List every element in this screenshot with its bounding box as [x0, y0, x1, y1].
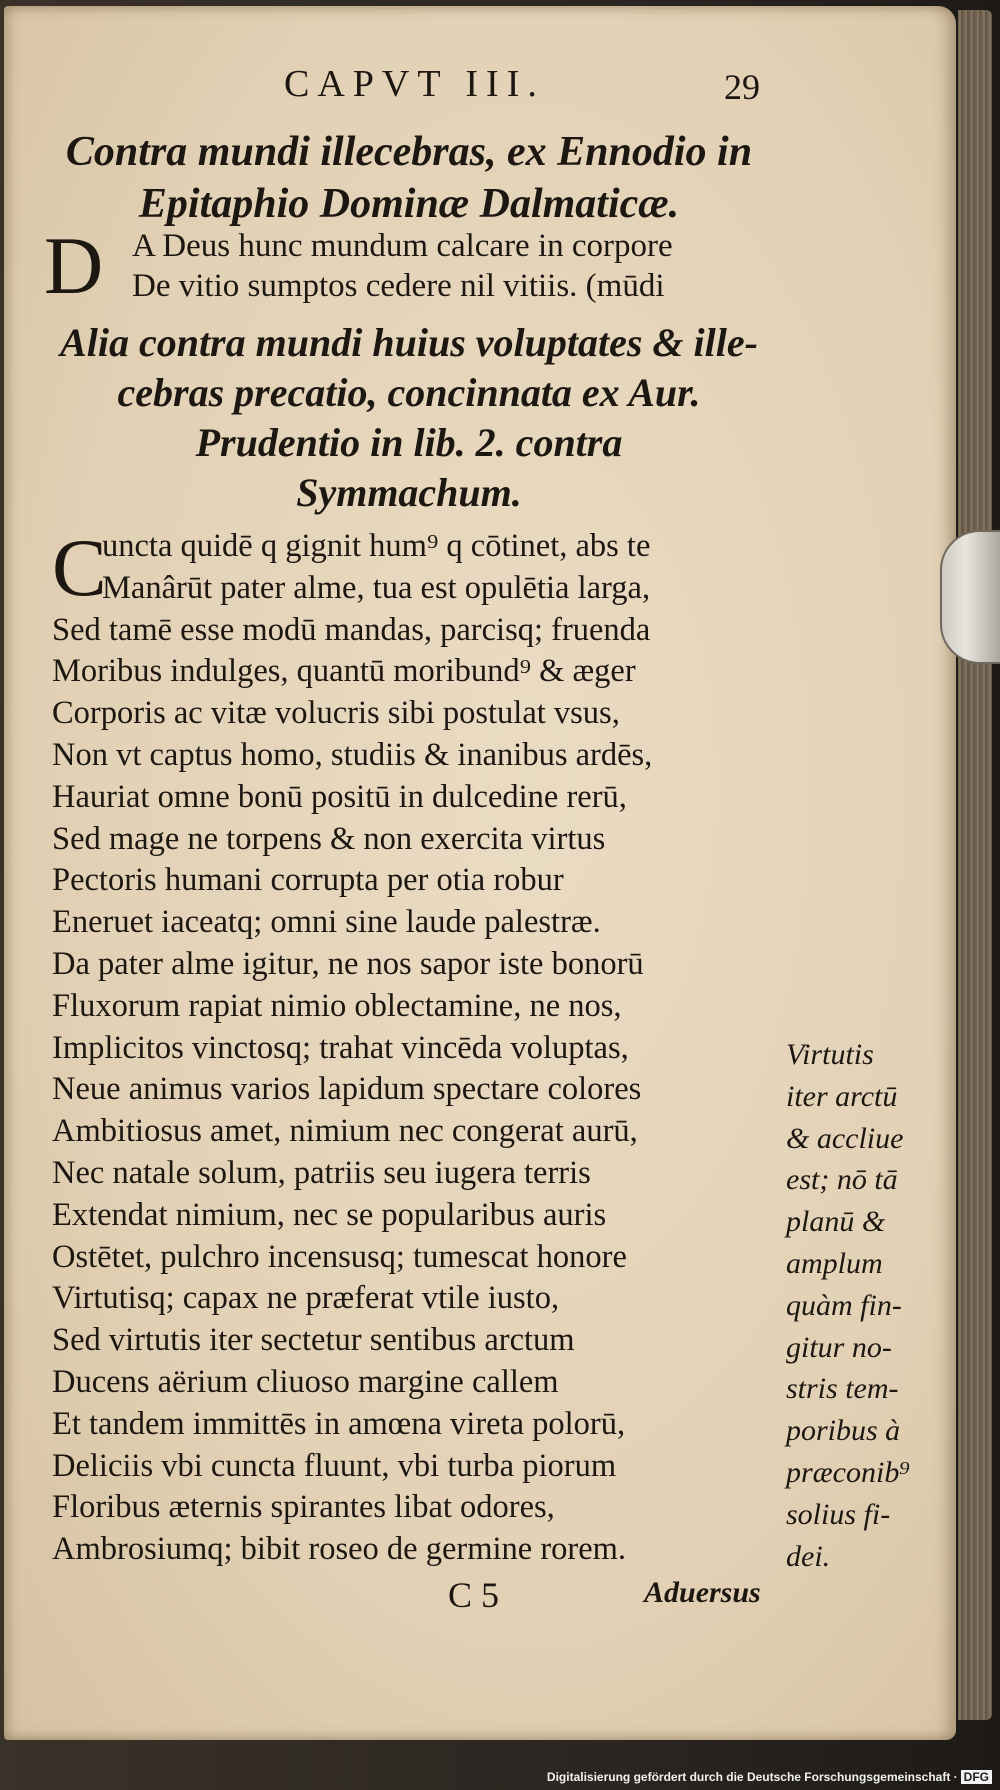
poem-line: Non vt captus homo, studiis & inanibus ardēs,: [52, 736, 653, 773]
epitaph-verse: [44, 220, 784, 311]
poem-line: Nec natale solum, patriis seu iugera terris: [52, 1154, 591, 1191]
book-page: [4, 6, 956, 1740]
poem-line: Moribus indulges, quantū moribund⁹ & æger: [52, 653, 636, 690]
poem-line: Ambrosiumq; bibit roseo de germine rorem.: [52, 1531, 627, 1568]
margin-line: amplum: [786, 1246, 883, 1280]
poem-line: Ostētet, pulchro incensusq; tumescat honore: [52, 1238, 627, 1275]
margin-line: & accliue: [786, 1121, 904, 1155]
margin-line: quàm fin-: [786, 1288, 902, 1322]
poem-line: Da pater alme igitur, ne nos sapor iste bonorū: [52, 945, 644, 982]
margin-line: dei.: [786, 1539, 831, 1573]
page-number: 29: [724, 67, 760, 107]
signature-mark: C 5: [448, 1575, 500, 1615]
catchword: Aduersus: [644, 1576, 761, 1609]
poem-line: Ducens aërium cliuoso margine callem: [52, 1363, 559, 1400]
poem-line: Implicitos vinctosq; trahat vincēda voluptas,: [52, 1029, 629, 1066]
book-fore-edge: [958, 10, 992, 1720]
margin-line: poribus à: [786, 1414, 901, 1448]
poem-line: Hauriat omne bonū positū in dulcedine rerū,: [52, 778, 627, 815]
prayer-poem: [52, 522, 782, 1571]
poem-line: Manârūt pater alme, tua est opulētia larga,: [102, 569, 651, 606]
drop-initial: D: [44, 220, 104, 311]
heading-line: Symmachum.: [296, 470, 522, 515]
dfg-logo: DFG: [961, 1770, 992, 1784]
heading-line: cebras precatio, concinnata ex Aur.: [117, 370, 701, 415]
poem-line: Eneruet iaceatq; omni sine laude palestræ.: [52, 904, 601, 941]
margin-line: solius fi-: [786, 1497, 891, 1531]
heading-prudentius: [44, 318, 774, 518]
poem-line: Virtutisq; capax ne præferat vtile iusto,: [52, 1280, 560, 1317]
heading-line: Epitaphio Dominæ Dalmaticæ.: [138, 181, 680, 227]
page-header: [4, 62, 956, 122]
digitization-credit: [547, 1770, 992, 1784]
running-title: CAPVT III.: [284, 63, 545, 105]
heading-line: Prudentio in lib. 2. contra: [195, 420, 623, 465]
poem-line: Corporis ac vitæ volucris sibi postulat vsus,: [52, 695, 620, 732]
poem-line: Sed virtutis iter sectetur sentibus arctum: [52, 1322, 575, 1359]
poem-line: Extendat nimium, nec se popularibus auris: [52, 1196, 607, 1233]
poem-line: Fluxorum rapiat nimio oblectamine, ne nos,: [52, 987, 622, 1024]
margin-line: est; nō tā: [786, 1163, 898, 1197]
heading-line: Contra mundi illecebras, ex Ennodio in: [65, 129, 753, 175]
credit-text: Digitalisierung gefördert durch die Deutsche Forschungsgemeinschaft ·: [546, 1770, 958, 1784]
margin-line: stris tem-: [786, 1372, 899, 1406]
poem-line: uncta quidē q gignit hum⁹ q cōtinet, abs te: [102, 528, 651, 564]
verse-line: A Deus hunc mundum calcare in corpore: [132, 228, 673, 264]
poem-line: Deliciis vbi cuncta fluunt, vbi turba piorum: [52, 1447, 617, 1484]
heading-line: Alia contra mundi huius voluptates & ille-: [60, 320, 758, 365]
clasp-strap: [940, 530, 1000, 664]
poem-line: Floribus æternis spirantes libat odores,: [52, 1489, 555, 1526]
drop-initial: C: [52, 522, 107, 613]
poem-line: Et tandem immittēs in amœna vireta polorū,: [52, 1405, 626, 1442]
poem-line: Sed tamē esse modū mandas, parcisq; fruenda: [52, 611, 651, 648]
poem-line: Neue animus varios lapidum spectare colores: [52, 1071, 642, 1108]
marginal-note: [786, 1034, 936, 1577]
poem-line: Ambitiosus amet, nimium nec congerat aurū,: [52, 1113, 638, 1150]
verse-line: De vitio sumptos cedere nil vitiis. (mūdi: [132, 268, 665, 304]
poem-line: Pectoris humani corrupta per otia robur: [52, 862, 564, 899]
heading-ennodius: [44, 126, 774, 230]
margin-line: Virtutis: [786, 1038, 874, 1071]
poem-line: Sed mage ne torpens & non exercita virtus: [52, 820, 606, 857]
margin-line: iter arctū: [786, 1079, 898, 1113]
margin-line: gitur no-: [786, 1330, 892, 1364]
margin-line: præconib⁹: [786, 1455, 910, 1489]
margin-line: planū &: [786, 1205, 886, 1239]
